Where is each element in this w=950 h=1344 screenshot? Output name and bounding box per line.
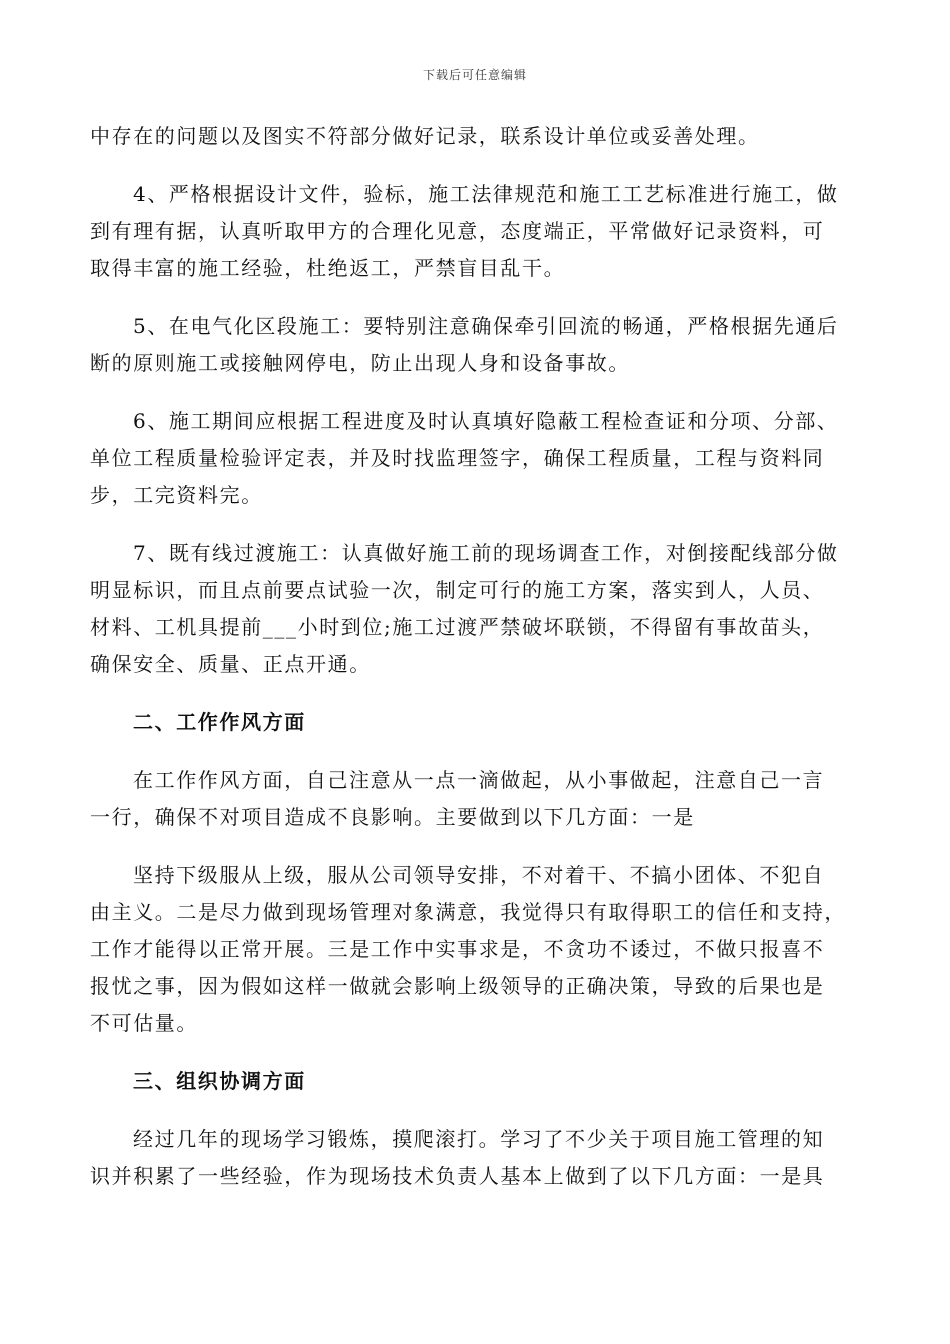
section-heading: 三、组织协调方面 bbox=[133, 1069, 306, 1093]
paragraph-line: 报忧之事，因为假如这样一做就会影响上级领导的正确决策，导致的后果也是 bbox=[90, 974, 825, 998]
paragraph-line: 7、既有线过渡施工：认真做好施工前的现场调查工作，对倒接配线部分做 bbox=[133, 541, 839, 565]
paragraph bbox=[90, 403, 860, 514]
paragraph-line: 断的原则施工或接触网停电，防止出现人身和设备事故。 bbox=[90, 351, 630, 375]
paragraph-line: 一行，确保不对项目造成不良影响。主要做到以下几方面：一是 bbox=[90, 805, 695, 829]
paragraph-line: 5、在电气化区段施工：要特别注意确保牵引回流的畅通，严格根据先通后 bbox=[133, 314, 839, 338]
paragraph-line: 材料、工机具提前___小时到位;施工过渡严禁破坏联锁，不得留有事故苗头， bbox=[90, 615, 825, 639]
paragraph-line: 取得丰富的施工经验，杜绝返工，严禁盲目乱干。 bbox=[90, 256, 566, 280]
page-header: 下载后可任意编辑 bbox=[422, 68, 527, 82]
paragraph bbox=[90, 857, 860, 1042]
paragraph-line: 确保安全、质量、正点开通。 bbox=[90, 652, 371, 676]
section-heading: 二、工作作风方面 bbox=[133, 710, 306, 734]
paragraph-line: 坚持下级服从上级，服从公司领导安排，不对着干、不搞小团体、不犯自 bbox=[133, 863, 825, 887]
paragraph bbox=[90, 1121, 860, 1195]
paragraph-line: 到有理有据，认真听取甲方的合理化见意，态度端正，平常做好记录资料，可 bbox=[90, 219, 825, 243]
paragraph bbox=[90, 535, 860, 683]
paragraph-line: 识并积累了一些经验，作为现场技术负责人基本上做到了以下几方面：一是具 bbox=[90, 1164, 825, 1188]
paragraph-line: 单位工程质量检验评定表，并及时找监理签字，确保工程质量，工程与资料同 bbox=[90, 446, 825, 470]
paragraph bbox=[90, 762, 860, 836]
paragraph-line: 工作才能得以正常开展。三是工作中实事求是，不贪功不诿过，不做只报喜不 bbox=[90, 937, 825, 961]
paragraph-line: 不可估量。 bbox=[90, 1011, 198, 1035]
paragraph bbox=[90, 308, 860, 382]
paragraph-line: 中存在的问题以及图实不符部分做好记录，联系设计单位或妥善处理。 bbox=[90, 124, 760, 148]
paragraph-line: 6、施工期间应根据工程进度及时认真填好隐蔽工程检查证和分项、分部、 bbox=[133, 409, 839, 433]
paragraph bbox=[90, 118, 860, 155]
paragraph-line: 步，工完资料完。 bbox=[90, 483, 263, 507]
paragraph-line: 经过几年的现场学习锻炼，摸爬滚打。学习了不少关于项目施工管理的知 bbox=[133, 1127, 825, 1151]
paragraph bbox=[90, 176, 860, 287]
paragraph-line: 明显标识，而且点前要点试验一次，制定可行的施工方案，落实到人，人员、 bbox=[90, 578, 825, 602]
paragraph-line: 4、严格根据设计文件，验标，施工法律规范和施工工艺标准进行施工，做 bbox=[133, 182, 839, 206]
paragraph-line: 由主义。二是尽力做到现场管理对象满意，我觉得只有取得职工的信任和支持， bbox=[90, 900, 846, 924]
paragraph-line: 在工作作风方面，自己注意从一点一滴做起，从小事做起，注意自己一言 bbox=[133, 768, 825, 792]
document-body bbox=[90, 118, 860, 1216]
